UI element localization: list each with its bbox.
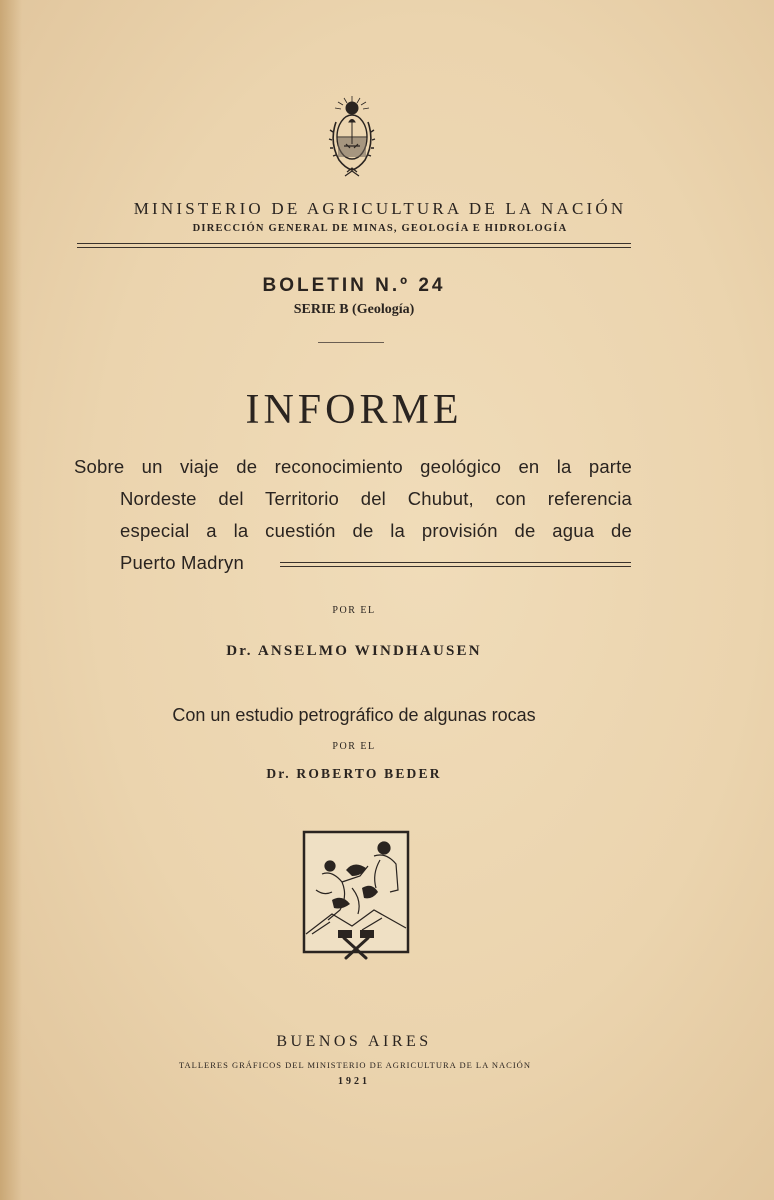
header-double-rule bbox=[77, 243, 631, 248]
por-el-label: POR EL bbox=[332, 605, 376, 616]
subtitle-line-4: Puerto Madryn bbox=[120, 552, 244, 573]
coat-of-arms-icon bbox=[325, 92, 379, 180]
miners-vignette bbox=[302, 830, 410, 960]
direccion-name: DIRECCIÓN GENERAL DE MINAS, GEOLOGÍA E HIDROLOGÍA bbox=[192, 223, 568, 234]
subtitle-line-1: Sobre un viaje de reconocimiento geológico en la parte bbox=[74, 456, 632, 477]
ministry-name: MINISTERIO DE AGRICULTURA DE LA NACIÓN bbox=[133, 199, 627, 218]
printer-name: TALLERES GRÁFICOS DEL MINISTERIO DE AGRICULTURA DE LA NACIÓN bbox=[179, 1060, 531, 1070]
bulletin-series: SERIE B (Geología) bbox=[293, 302, 415, 317]
page-shadow-edge bbox=[0, 0, 22, 1200]
subtitle-end-rule bbox=[280, 562, 631, 567]
subtitle-line-3: especial a la cuestión de la provisión de agua de bbox=[120, 520, 632, 541]
bulletin-number: BOLETIN N.º 24 bbox=[262, 275, 446, 296]
second-author: Dr. ROBERTO BEDER bbox=[266, 766, 442, 781]
publication-year: 1921 bbox=[338, 1076, 370, 1087]
petrographic-study-note: Con un estudio petrográfico de algunas rocas bbox=[172, 705, 536, 725]
main-author: Dr. ANSELMO WINDHAUSEN bbox=[226, 643, 482, 659]
report-title: INFORME bbox=[245, 387, 463, 433]
publication-city: BUENOS AIRES bbox=[276, 1033, 432, 1050]
separator-rule bbox=[318, 342, 384, 343]
subtitle-line-2: Nordeste del Territorio del Chubut, con referencia bbox=[120, 488, 632, 509]
por-el-label-2: POR EL bbox=[332, 741, 376, 752]
